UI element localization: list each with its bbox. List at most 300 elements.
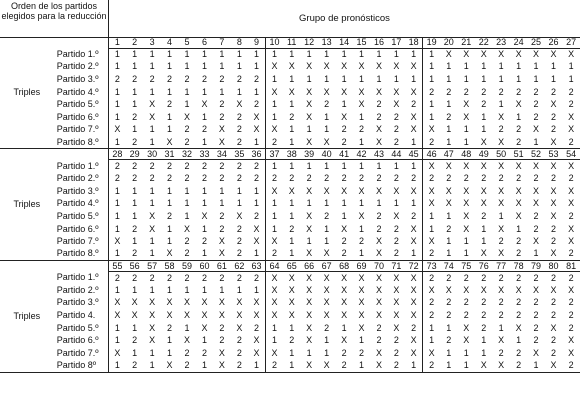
prediction-cell: 1 [324,223,330,234]
prediction-cell: 1 [463,347,469,358]
prediction-cell: X [358,61,365,72]
prediction-cell: 2 [236,160,242,171]
prediction-cell: X [533,49,540,60]
prediction-cell: 2 [568,99,574,110]
prediction-cell: X [463,335,470,346]
prediction-cell: 1 [551,73,557,84]
prediction-cell: 1 [324,49,330,60]
prediction-cell: 1 [201,223,207,234]
prediction-cell: 2 [341,347,347,358]
prediction-cell: 1 [184,198,190,209]
prediction-cell: X [166,310,173,321]
prediction-cell: X [370,248,387,261]
prediction-cell: X [149,210,156,221]
prediction-cell: X [288,310,295,321]
prediction-cell: 2 [167,210,173,221]
match-row [0,160,580,173]
prediction-cell: X [498,198,505,209]
match-label: Partido 7.º [54,235,109,248]
prediction-cell: 2 [219,111,225,122]
prediction-cell: 2 [236,223,242,234]
prediction-cell: 2 [510,136,527,149]
prediction-cell: 1 [568,61,574,72]
prediction-cell: 1 [114,335,120,346]
prediction-cell: X [236,322,243,333]
prediction-cell: 1 [359,73,365,84]
prediction-cell: X [131,297,138,308]
group-number: 32 [178,149,195,160]
prediction-cell: 1 [324,73,330,84]
prediction-cell: X [341,61,348,72]
prediction-cell: 2 [132,223,138,234]
prediction-cell: X [410,272,417,283]
prediction-cell: 2 [289,223,295,234]
prediction-cell: 2 [132,73,138,84]
group-number: 14 [335,37,352,48]
prediction-cell: X [545,360,562,373]
prediction-cell: X [423,160,440,173]
prediction-cell: 1 [341,160,347,171]
prediction-cell: 2 [376,99,382,110]
prediction-cell: X [236,310,243,321]
prediction-cell: 1 [266,334,283,347]
prediction-cell: 2 [516,86,522,97]
prediction-cell: 1 [516,335,522,346]
prediction-cell: 1 [114,49,120,60]
prediction-cell: X [266,124,283,137]
prediction-cell: 2 [533,322,539,333]
match-row [0,309,580,322]
prediction-cell: X [533,160,540,171]
prediction-cell: 1 [324,111,330,122]
prediction-cell: 2 [341,236,347,247]
prediction-cell: 2 [132,160,138,171]
prediction-cell: 1 [236,49,242,60]
prediction-cell: X [393,272,400,283]
prediction-cell: 1 [167,111,173,122]
prediction-cell: 1 [324,335,330,346]
group-number: 52 [527,149,544,160]
prediction-cell: X [341,272,348,283]
prediction-cell: 1 [481,124,487,135]
prediction-cell: 2 [184,173,190,184]
prediction-cell: X [288,284,295,295]
group-number: 44 [388,149,405,160]
prediction-cell: X [568,223,575,234]
prediction-cell: X [201,99,208,110]
prediction-cell: 2 [376,322,382,333]
prediction-cell: 1 [423,61,440,74]
prediction-cell: X [545,136,562,149]
prediction-cell: X [375,124,382,135]
prediction-cell: 1 [463,73,469,84]
prediction-cell: 2 [236,73,242,84]
prediction-cell: X [183,310,190,321]
prediction-cell: 2 [423,360,440,373]
prediction-cell: 2 [236,124,242,135]
prediction-cell: X [161,360,178,373]
prediction-cell: X [480,185,487,196]
prediction-cell: 1 [219,284,225,295]
prediction-cell: 2 [393,173,399,184]
match-label: Partido 4.º [54,86,109,99]
prediction-cell: X [410,185,417,196]
group-number: 13 [318,37,335,48]
prediction-cell: 1 [376,73,382,84]
prediction-cell: 2 [219,173,225,184]
prediction-cell: X [463,160,470,171]
prediction-cell: 1 [423,210,440,223]
prediction-cell: X [568,347,575,358]
prediction-cell: X [375,347,382,358]
prediction-cell: 2 [219,210,225,221]
prediction-cell: X [550,99,557,110]
prediction-cell: 2 [219,160,225,171]
section-label: Triples [0,149,54,261]
match-row [0,284,580,297]
prediction-cell: 2 [551,124,557,135]
prediction-cell: X [213,136,230,149]
prediction-cell: X [341,86,348,97]
prediction-cell: X [498,185,505,196]
group-number: 66 [300,261,317,272]
prediction-cell: X [445,284,452,295]
prediction-cell: 1 [289,160,295,171]
prediction-cell: X [149,111,156,122]
prediction-cell: 1 [167,223,173,234]
prediction-cell: 1 [149,61,155,72]
group-number: 77 [492,261,509,272]
prediction-cell: X [323,310,330,321]
prediction-cell: 1 [201,284,207,295]
prediction-cell: 1 [254,86,260,97]
prediction-cell: X [253,111,260,122]
prediction-cell: X [410,223,417,234]
prediction-cell: X [410,236,417,247]
prediction-cell: 2 [423,297,440,310]
group-number: 51 [510,149,527,160]
group-number: 17 [388,37,405,48]
prediction-cell: X [393,310,400,321]
group-number: 37 [266,149,283,160]
prediction-cell: 2 [149,160,155,171]
prediction-cell: 1 [393,160,399,171]
prediction-cell: X [114,124,121,135]
group-number: 57 [143,261,160,272]
prediction-cell: X [410,297,417,308]
prediction-cell: X [410,86,417,97]
prediction-cell: 2 [533,335,539,346]
group-number: 12 [300,37,317,48]
prediction-cell: 2 [324,173,330,184]
prediction-cell: 1 [306,347,312,358]
prediction-cell: 1 [481,335,487,346]
prediction-cell: X [533,185,540,196]
prediction-cell: 2 [178,248,195,261]
prediction-cell: X [306,322,313,333]
prediction-cell: 1 [167,347,173,358]
prediction-cell: 2 [481,173,487,184]
prediction-cell: X [306,310,313,321]
prediction-cell: 2 [289,335,295,346]
prediction-cell: X [323,297,330,308]
prediction-cell: X [218,124,225,135]
prediction-cell: 1 [114,185,120,196]
prediction-cell: 1 [201,86,207,97]
prediction-cell: 1 [446,99,452,110]
match-label: Partido 5.º [54,210,109,223]
prediction-cell: 1 [516,61,522,72]
prediction-cell: X [568,124,575,135]
prediction-cell: X [358,310,365,321]
prediction-cell: X [475,136,492,149]
prediction-cell: 1 [324,160,330,171]
prediction-cell: 1 [481,223,487,234]
prediction-cell: 2 [481,322,487,333]
group-number: 6 [196,37,213,48]
prediction-cell: 1 [498,73,504,84]
prediction-cell: 2 [219,322,225,333]
prediction-cell: X [341,284,348,295]
prediction-cell: X [515,160,522,171]
prediction-cell: 1 [359,49,365,60]
prediction-cell: 1 [446,210,452,221]
prediction-cell: 1 [132,61,138,72]
group-number: 80 [545,261,562,272]
prediction-cell: X [463,99,470,110]
prediction-cell: X [288,297,295,308]
prediction-cell: X [463,185,470,196]
prediction-cell: 2 [114,73,120,84]
prediction-cell: X [218,297,225,308]
prediction-cell: 1 [149,198,155,209]
prediction-cell: 2 [423,248,440,261]
match-label: Partido 3.º [54,185,109,198]
prediction-cell: X [545,248,562,261]
prediction-cell: 1 [306,198,312,209]
group-number-row [0,37,580,48]
prediction-cell: 2 [266,172,283,185]
prediction-cell: 1 [306,73,312,84]
prediction-cell: X [358,322,365,333]
group-number: 54 [562,149,580,160]
prediction-cell: 1 [184,49,190,60]
prediction-cell: 1 [132,185,138,196]
prediction-cell: 2 [481,310,487,321]
match-row [0,86,580,99]
prediction-cell: 2 [463,173,469,184]
prediction-cell: X [149,335,156,346]
prediction-cell: 2 [184,124,190,135]
prediction-cell: 1 [353,248,370,261]
prediction-cell: 2 [446,297,452,308]
prediction-cell: 1 [481,61,487,72]
prediction-cell: 1 [266,210,283,223]
prediction-cell: 2 [126,248,143,261]
group-number: 69 [353,261,370,272]
match-label: Partido 8º [54,360,109,373]
prediction-cell: 1 [376,160,382,171]
group-number: 30 [143,149,160,160]
prediction-cell: 1 [481,73,487,84]
prediction-cell: X [463,198,470,209]
match-row [0,334,580,347]
group-number: 70 [370,261,387,272]
prediction-cell: 1 [114,284,120,295]
prediction-cell: 1 [440,360,457,373]
prediction-cell: X [515,99,522,110]
group-number: 35 [231,149,248,160]
prediction-cell: 1 [108,248,125,261]
prediction-cell: 1 [324,198,330,209]
group-number-row [0,149,580,160]
group-number: 42 [353,149,370,160]
prediction-cell: 2 [562,136,580,149]
prediction-cell: X [410,347,417,358]
group-number: 59 [178,261,195,272]
prediction-cell: X [288,61,295,72]
prediction-cell: X [515,185,522,196]
prediction-cell: 1 [423,334,440,347]
match-row [0,248,580,261]
prediction-cell: 1 [516,73,522,84]
prediction-cell: 1 [132,198,138,209]
prediction-cell: 2 [254,160,260,171]
column-header-group: Grupo de pronósticos [108,0,580,37]
prediction-cell: 2 [533,210,539,221]
prediction-cell: X [288,272,295,283]
prediction-cell: 2 [324,322,330,333]
prediction-cell: X [300,360,317,373]
prediction-cell: 1 [405,248,422,261]
prediction-cell: 1 [353,360,370,373]
group-number: 58 [161,261,178,272]
prediction-cell: 2 [533,111,539,122]
prediction-cell: X [341,297,348,308]
prediction-cell: X [445,185,452,196]
prediction-cell: X [288,185,295,196]
prediction-cell: 1 [283,360,300,373]
group-number: 74 [440,261,457,272]
prediction-cell: X [306,86,313,97]
group-number: 78 [510,261,527,272]
prediction-cell: X [218,310,225,321]
prediction-cell: X [149,223,156,234]
prediction-cell: X [498,284,505,295]
prediction-cell: 2 [551,173,557,184]
prediction-cell: 2 [568,272,574,283]
prediction-cell: X [463,111,470,122]
match-row [0,210,580,223]
prediction-cell: X [533,284,540,295]
prediction-cell: 2 [446,173,452,184]
prediction-cell: X [375,61,382,72]
group-number: 29 [126,149,143,160]
blank-cell [54,37,109,48]
prediction-cell: X [463,49,470,60]
prediction-cell: 1 [458,248,475,261]
prediction-cell: 1 [167,335,173,346]
prediction-cell: 2 [446,223,452,234]
prediction-cell: 1 [132,86,138,97]
prediction-cell: X [306,61,313,72]
prediction-cell: 2 [551,236,557,247]
prediction-cell: 1 [201,49,207,60]
prediction-cell: 2 [132,173,138,184]
prediction-cell: X [201,322,208,333]
prediction-cell: 2 [376,210,382,221]
prediction-cell: 2 [201,173,207,184]
prediction-cell: 2 [568,297,574,308]
prediction-cell: 1 [184,61,190,72]
prediction-cell: 2 [551,347,557,358]
prediction-cell: 1 [248,136,265,149]
prediction-cell: X [253,347,260,358]
prediction-cell: 1 [132,322,138,333]
prediction-cell: X [253,310,260,321]
group-number: 43 [370,149,387,160]
group-number: 31 [161,149,178,160]
prediction-cell: X [306,210,313,221]
prediction-cell: 2 [149,173,155,184]
prediction-cell: 1 [359,223,365,234]
prediction-cell: X [358,99,365,110]
prediction-cell: X [323,86,330,97]
prediction-cell: 2 [481,86,487,97]
prediction-cell: 1 [196,360,213,373]
prediction-cell: 2 [236,173,242,184]
prediction-cell: 1 [341,99,347,110]
prediction-cell: 2 [178,360,195,373]
match-label: Partido 4. [54,309,109,322]
prediction-cell: 1 [411,198,417,209]
prediction-cell: 1 [248,360,265,373]
prediction-cell: 1 [266,223,283,236]
prediction-cell: 2 [376,173,382,184]
prediction-cell: 2 [423,86,440,99]
prediction-cell: 2 [562,360,580,373]
prediction-cell: 2 [359,124,365,135]
prediction-cell: 1 [516,223,522,234]
group-number: 26 [545,37,562,48]
prediction-cell: X [183,111,190,122]
prediction-cell: X [358,86,365,97]
prediction-cell: 2 [324,99,330,110]
prediction-cell: 1 [289,210,295,221]
prediction-cell: 2 [463,297,469,308]
prediction-cell: X [236,210,243,221]
prediction-cell: 1 [266,322,283,335]
prediction-cell: X [492,360,509,373]
prediction-cell: 1 [498,99,504,110]
prediction-cell: 1 [446,61,452,72]
prediction-cell: 2 [411,99,417,110]
prediction-cell: 1 [446,124,452,135]
group-number: 72 [405,261,422,272]
prediction-cell: 1 [266,98,283,111]
prediction-cell: 2 [481,272,487,283]
prediction-cell: 2 [114,272,120,283]
prediction-cell: 1 [254,284,260,295]
prediction-cell: X [492,248,509,261]
group-number: 11 [283,37,300,48]
prediction-cell: 1 [219,61,225,72]
prediction-cell: X [515,322,522,333]
group-number: 21 [458,37,475,48]
match-row [0,223,580,236]
prediction-cell: X [568,284,575,295]
group-number: 65 [283,261,300,272]
